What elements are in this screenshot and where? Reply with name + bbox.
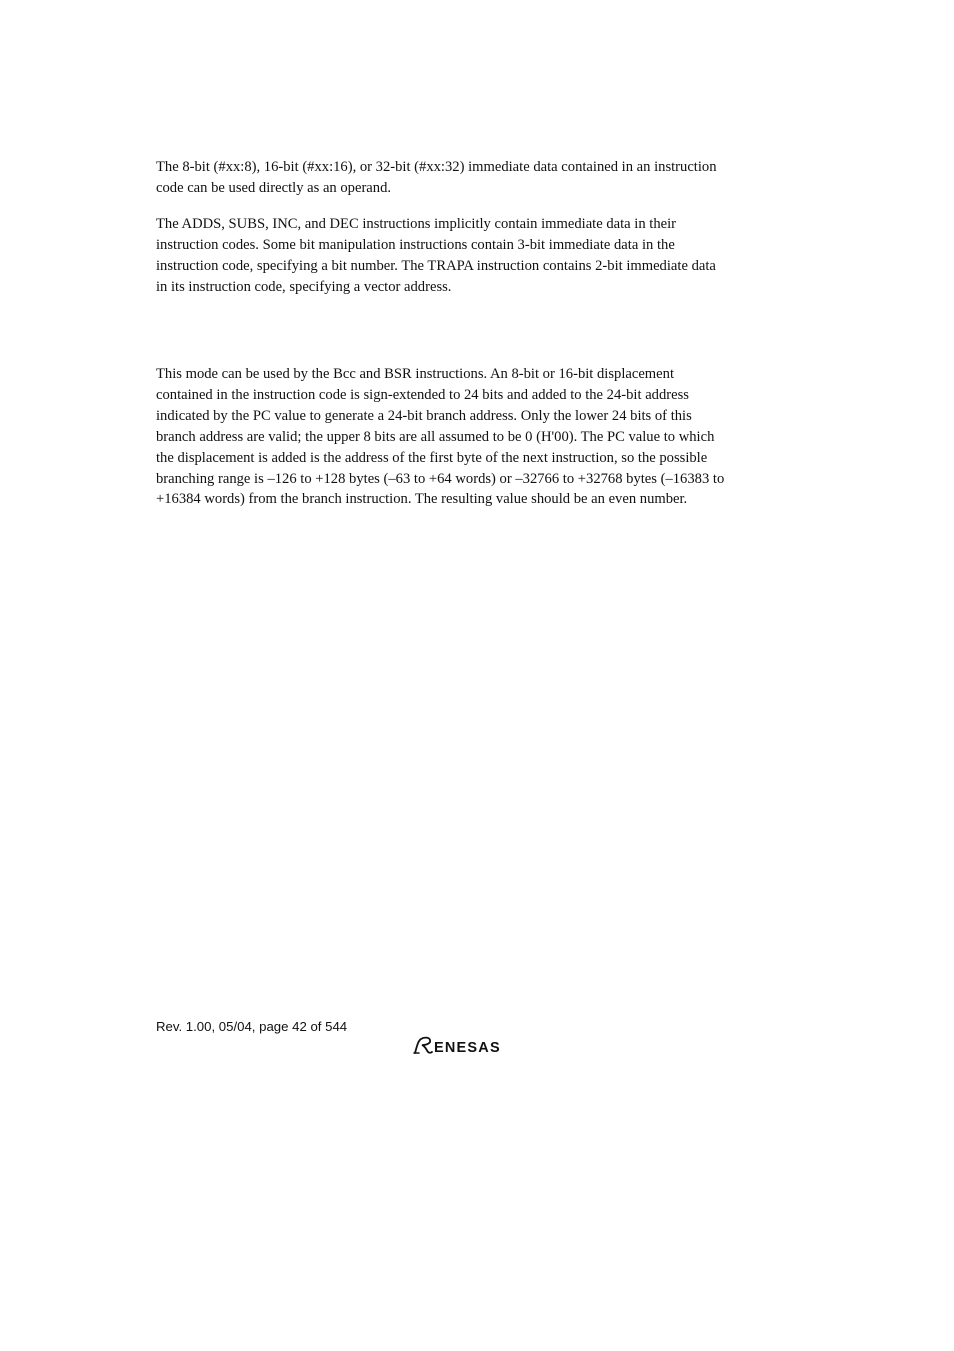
svg-text:ENESAS: ENESAS	[434, 1040, 501, 1056]
text-line: The 8-bit (#xx:8), 16-bit (#xx:16), or 32-bit (#xx:32) immediate data contained in an instruction	[156, 159, 717, 175]
text-line: The ADDS, SUBS, INC, and DEC instructions implicitly contain immediate data in their	[156, 216, 677, 232]
text-line: branch address are valid; the upper 8 bits are all assumed to be 0 (H'00). The PC value to which	[156, 428, 715, 445]
immediate-data-paragraph	[156, 157, 796, 199]
renesas-logo	[412, 1036, 534, 1056]
text-line: code can be used directly as an operand.	[156, 179, 392, 196]
text-line: in its instruction code, specifying a vector address.	[156, 278, 452, 295]
text-line: instruction code, specifying a bit number. The TRAPA instruction contains 2-bit immediate data	[156, 257, 716, 274]
text-line: instruction codes. Some bit manipulation instructions contain 3-bit immediate data in the	[156, 236, 675, 253]
text-line: branching range is –126 to +128 bytes (–63 to +64 words) or –32766 to +32768 bytes (–16383 to	[156, 470, 725, 487]
text-line: contained in the instruction code is sign-extended to 24 bits and added to the 24-bit address	[156, 386, 689, 403]
pc-relative-paragraph	[156, 364, 796, 510]
implicit-immediate-paragraph	[156, 214, 796, 298]
text-line: the displacement is added is the address of the first byte of the next instruction, so the possible	[156, 449, 708, 466]
text-line: indicated by the PC value to generate a 24-bit branch address. Only the lower 24 bits of this	[156, 407, 692, 424]
text-line: +16384 words) from the branch instruction. The resulting value should be an even number.	[156, 491, 688, 508]
text-line: This mode can be used by the Bcc and BSR instructions. An 8-bit or 16-bit displacement	[156, 366, 674, 382]
page-footer-revision: Rev. 1.00, 05/04, page 42 of 544	[156, 1019, 348, 1034]
